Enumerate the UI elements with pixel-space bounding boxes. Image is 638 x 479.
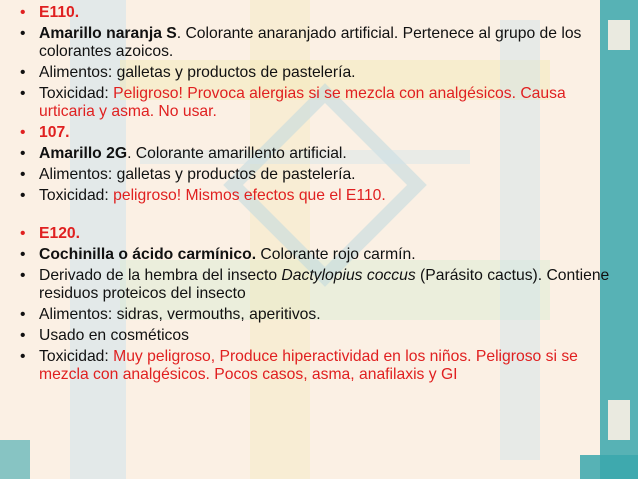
list-item — [20, 64, 625, 82]
bullet-list — [20, 4, 625, 384]
list-item — [20, 85, 625, 121]
additive-code: 107. — [39, 124, 70, 141]
list-item — [20, 327, 625, 345]
item-text: Alimentos: galletas y productos de pastelería. — [39, 166, 356, 183]
species-name: Dactylopius coccus — [281, 267, 416, 284]
list-item — [20, 145, 625, 163]
list-item — [20, 4, 625, 22]
item-text: . Colorante amarillento artificial. — [127, 145, 347, 162]
toxicity-warning: peligroso! Mismos efectos que el E110. — [113, 187, 386, 204]
additive-code: E120. — [39, 225, 80, 242]
slide-content — [20, 4, 625, 387]
toxicity-warning: Peligroso! Provoca alergias si se mezcla con analgésicos. Causa urticaria y asma. No usar. — [39, 85, 566, 120]
toxicity-warning: Muy peligroso, Produce hiperactividad en los niños. Peligroso si se mezcla con analgésicos. Pocos casos, asma, anafilaxis y GI — [39, 348, 578, 383]
list-item — [20, 166, 625, 184]
item-text: Alimentos: galletas y productos de pastelería. — [39, 64, 356, 81]
additive-name: Amarillo 2G — [39, 145, 128, 162]
item-text: Usado en cosméticos — [39, 327, 189, 344]
toxicity-label: Toxicidad: — [39, 85, 114, 102]
additive-code: E110. — [39, 4, 80, 21]
item-text: . Colorante anaranjado artificial. Pertenece al grupo de los colorantes azoicos. — [39, 25, 582, 60]
toxicity-label: Toxicidad: — [39, 187, 114, 204]
list-item — [20, 348, 625, 384]
list-item — [20, 187, 625, 205]
list-item — [20, 124, 625, 142]
item-text: Derivado de la hembra del insecto — [39, 267, 282, 284]
item-text: Colorante rojo carmín. — [256, 246, 416, 263]
item-text: Alimentos: sidras, vermouths, aperitivos. — [39, 306, 321, 323]
additive-name: Amarillo naranja S — [39, 25, 177, 42]
item-text: (Parásito cactus). Contiene residuos proteicos del insecto — [39, 267, 610, 302]
toxicity-label: Toxicidad: — [39, 348, 114, 365]
list-item — [20, 306, 625, 324]
list-item — [20, 225, 625, 243]
additive-name: Cochinilla o ácido carmínico. — [39, 246, 257, 263]
list-item — [20, 267, 625, 303]
list-item — [20, 25, 625, 61]
list-item — [20, 246, 625, 264]
